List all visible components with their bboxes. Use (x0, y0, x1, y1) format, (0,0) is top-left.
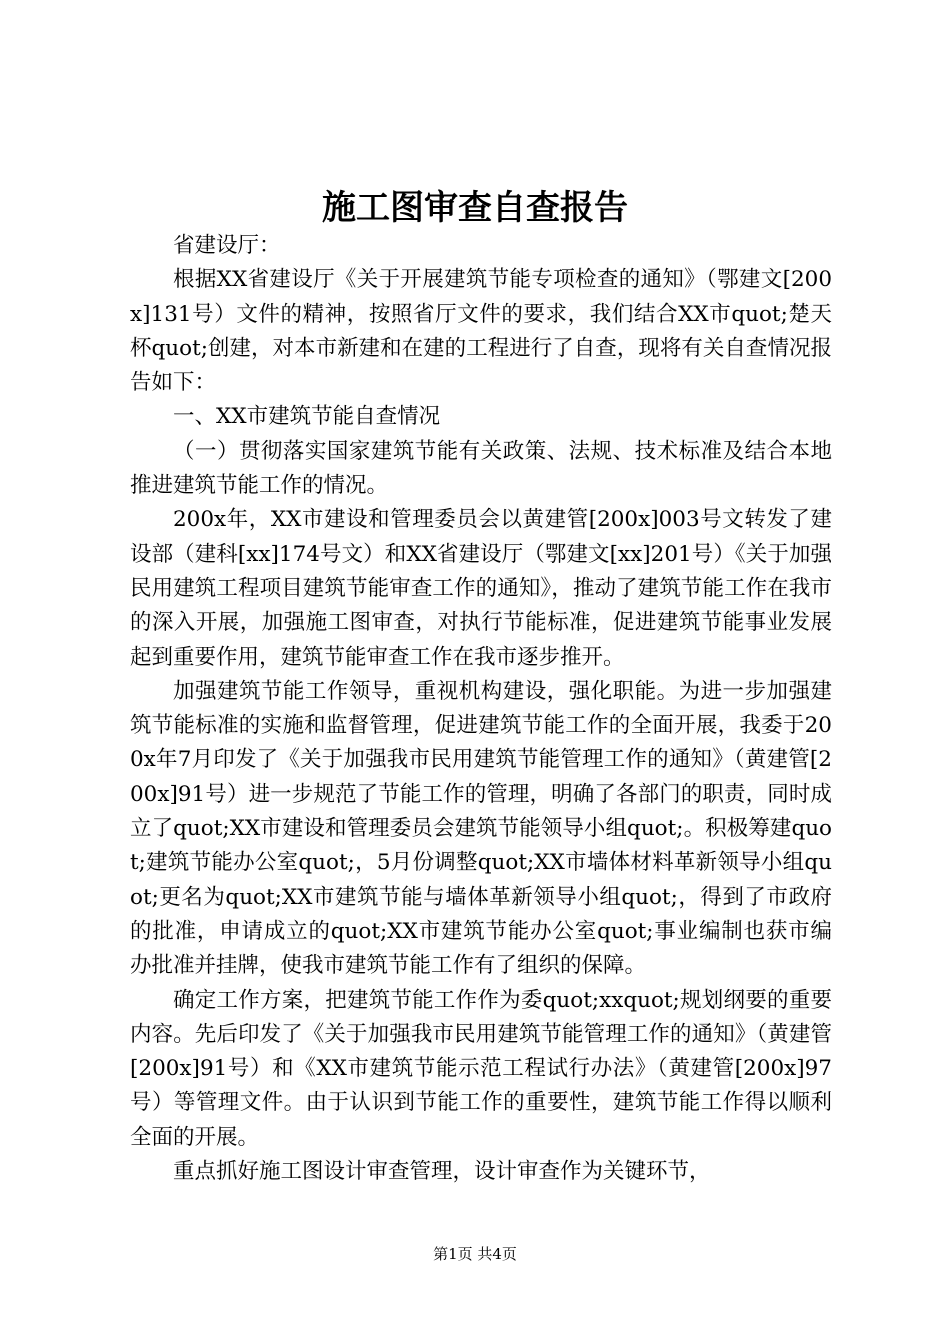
paragraph: 确定工作方案，把建筑节能工作作为委quot;xxquot;规划纲要的重要内容。先后印发了《关于加强我市民用建筑节能管理工作的通知》（黄建管[200x]91号）和《XX市建筑节能示范工程试行办法》（黄建管[200x]97号）等管理文件。由于认识到节能工作的重要性，建筑节能工作得以顺利全面的开展。 (130, 987, 832, 1150)
document-title: 施工图审查自查报告 (322, 188, 628, 228)
paragraph: 加强建筑节能工作领导，重视机构建设，强化职能。为进一步加强建筑节能标准的实施和监督管理，促进建筑节能工作的全面开展，我委于200x年7月印发了《关于加强我市民用建筑节能管理工作的通知》（黄建管[200x]91号）进一步规范了节能工作的管理，明确了各部门的职责，同时成立了quot;XX市建设和管理委员会建筑节能领导小组quot;。积极筹建quot;建筑节能办公室quot;，5月份调整quot;XX市墙体材料革新领导小组quot;更名为quot;XX市建筑节能与墙体革新领导小组quot;，得到了市政府的批准，申请成立的quot;XX市建筑节能办公室quot;事业编制也获市编办批准并挂牌，使我市建筑节能工作有了组织的保障。 (130, 678, 832, 979)
paragraph: 重点抓好施工图设计审查管理，设计审查作为关键环节， (173, 1159, 711, 1185)
paragraph: 200x年，XX市建设和管理委员会以黄建管[200x]003号文转发了建设部（建科[xx]174号文）和XX省建设厅（鄂建文[xx]201号）《关于加强民用建筑工程项目建筑节能审查工作的通知》，推动了建筑节能工作在我市的深入开展，加强施工图审查，对执行节能标准，促进建筑节能事业发展起到重要作用，建筑节能审查工作在我市逐步推开。 (130, 507, 832, 670)
subsection-heading-1: （一）贯彻落实国家建筑节能有关政策、法规、技术标准及结合本地推进建筑节能工作的情况。 (130, 438, 832, 499)
page-footer: 第1页 共4页 (433, 1245, 517, 1263)
section-heading-1: 一、XX市建筑节能自查情况 (173, 404, 441, 430)
salutation: 省建设厅： (173, 233, 281, 258)
paragraph-intro: 根据XX省建设厅《关于开展建筑节能专项检查的通知》（鄂建文[200x]131号）文件的精神，按照省厅文件的要求，我们结合XX市quot;楚天杯quot;创建，对本市新建和在建的工程进行了自查，现将有关自查情况报告如下： (130, 267, 832, 396)
document-body (130, 229, 832, 1189)
